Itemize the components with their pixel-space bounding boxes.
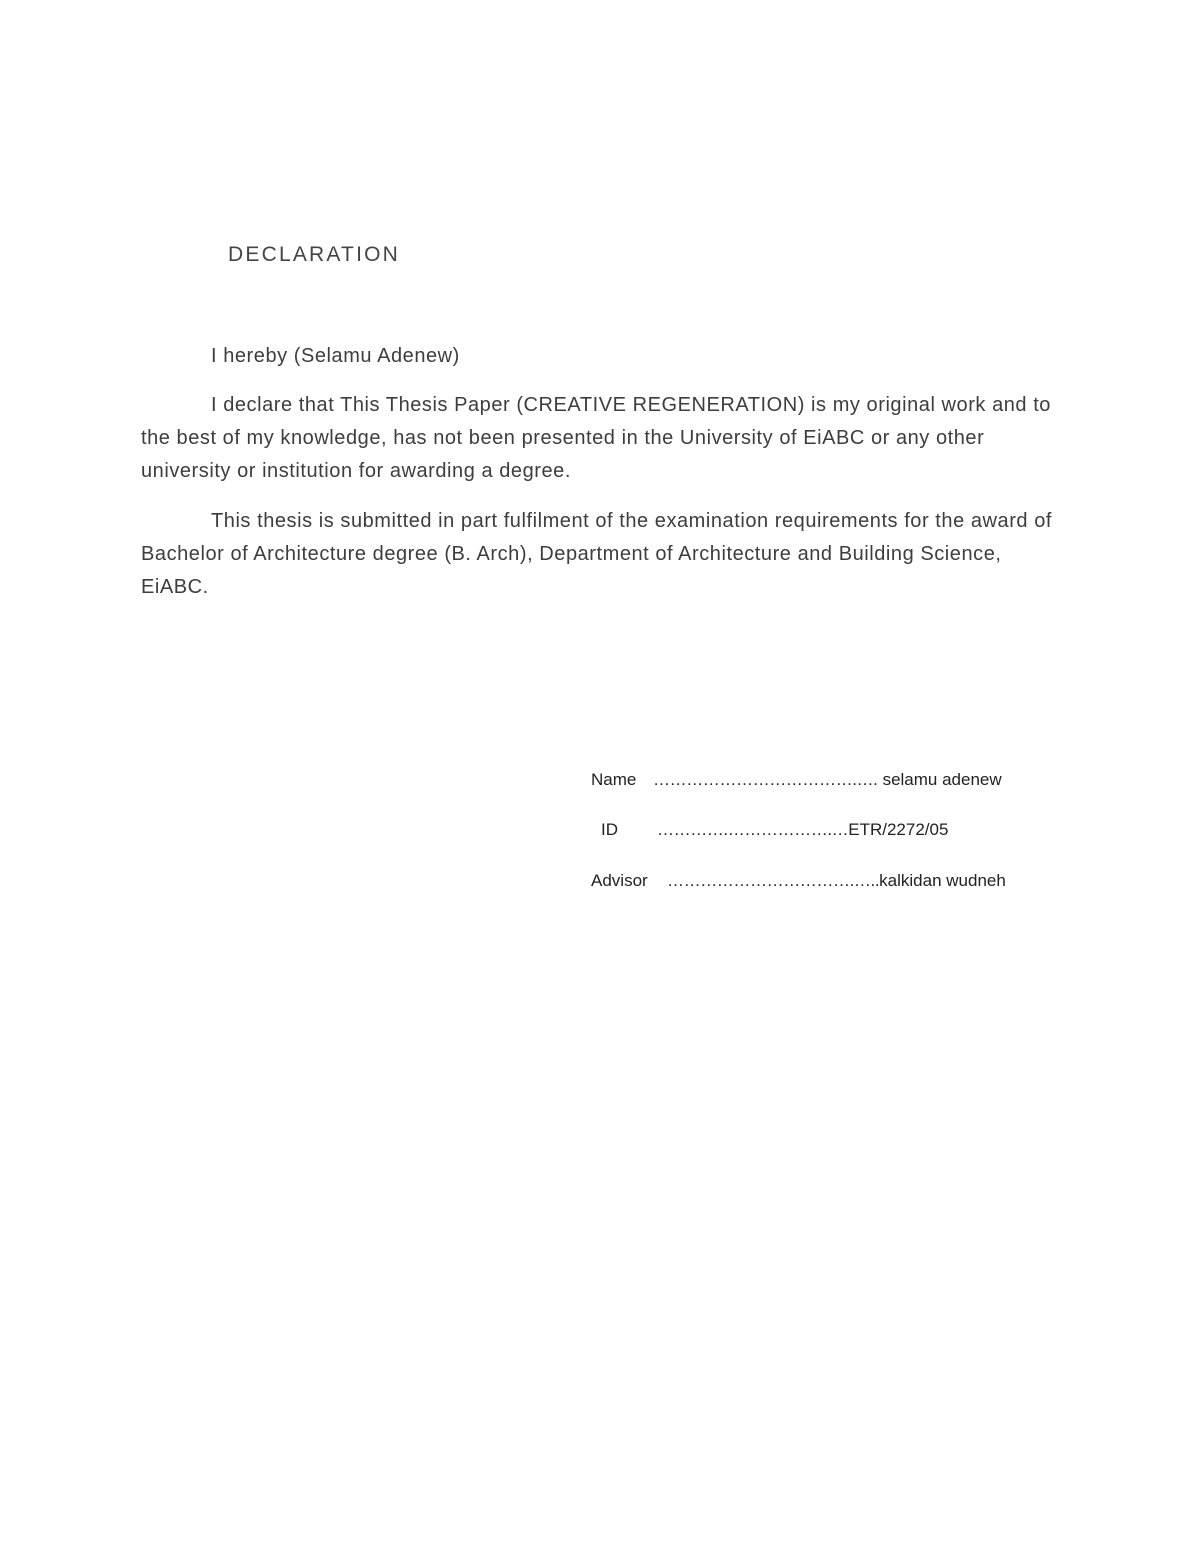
name-value: . selamu adenew [873, 770, 1002, 789]
advisor-label: Advisor [591, 871, 648, 890]
signature-id-row [591, 820, 948, 840]
advisor-dots: …………………………….….. [667, 871, 880, 890]
declaration-paragraph [141, 389, 1061, 488]
advisor-value: kalkidan wudneh [879, 871, 1006, 890]
hereby-text: I hereby (Selamu Adenew) [211, 345, 460, 367]
declaration-title: DECLARATION [228, 243, 400, 266]
name-dots: ……………………………….… [653, 770, 874, 789]
name-label: Name [591, 770, 637, 789]
signature-advisor-row [591, 871, 1006, 891]
declaration-text: I declare that This Thesis Paper (CREATIVE REGENERATION) is my original work and to the best of my knowledge, has not been presented in the University of EiABC or any other university or institution for awarding a degree. [141, 394, 1051, 482]
signature-name-row [591, 770, 1002, 790]
hereby-paragraph [141, 340, 1061, 373]
submission-paragraph [141, 505, 1061, 604]
id-value: ETR/2272/05 [848, 820, 949, 839]
id-label: ID [601, 820, 618, 839]
submission-text: This thesis is submitted in part fulfilment of the examination requirements for the award of Bachelor of Architecture degree (B. Arch), Department of Architecture and Building Science, EiABC. [141, 510, 1052, 598]
id-dots: ………….……………….… [657, 820, 849, 839]
